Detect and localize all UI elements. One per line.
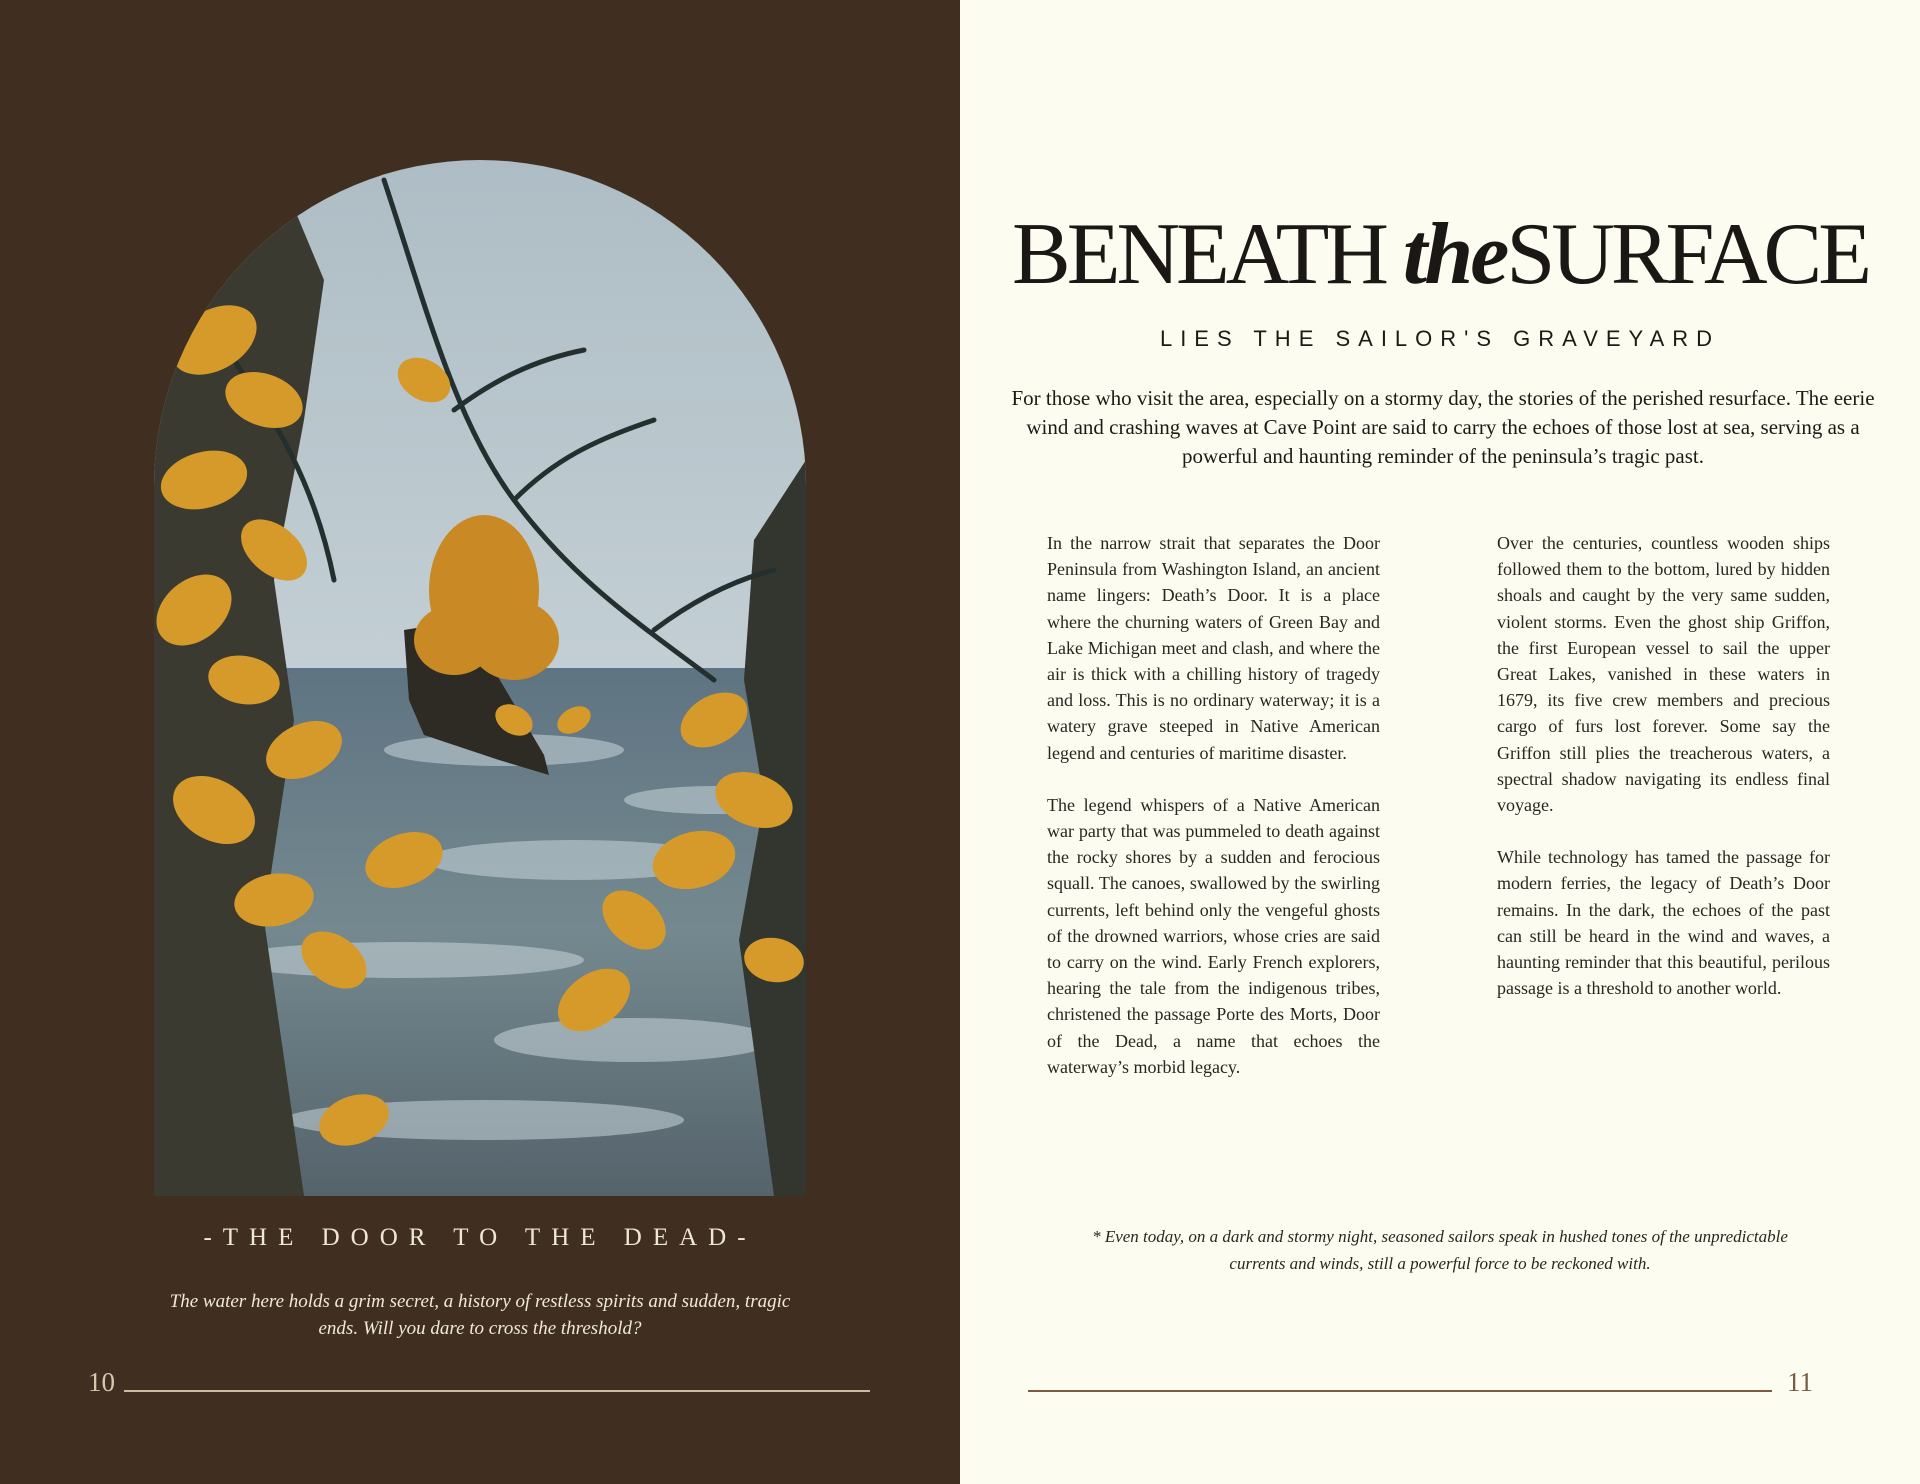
text-column-1	[1047, 530, 1380, 1106]
title-part-3: SURFACE	[1506, 206, 1868, 303]
footnote: * Even today, on a dark and stormy night, seasoned sailors speak in hushed tones of the unpredictable currents and winds, still a powerful force to be reckoned with.	[1092, 1227, 1788, 1273]
paragraph: Over the centuries, countless wooden ships followed them to the bottom, lured by hidden shoals and caught by the very same sudden, violent storms. Even the ghost ship Griffon, the first European vessel to sail the upper Great Lakes, vanished in these waters in 1679, its five crew members and precious cargo of furs lost forever. Some say the Griffon still plies the treacherous waters, a spectral shadow navigating its endless final voyage.	[1497, 533, 1830, 816]
left-heading: -THE DOOR TO THE DEAD-	[203, 1224, 757, 1251]
arched-photo	[154, 160, 806, 1196]
text-column-2	[1497, 530, 1830, 1027]
paragraph: In the narrow strait that separates the Door Peninsula from Washington Island, an ancient name lingers: Death’s Door. It is a place where the churning waters of Green Bay and Lake Michigan meet and clash, and where the air is thick with a chilling history of tragedy and loss. This is no ordinary waterway; it is a watery grave steeped in Native American legend and centuries of maritime disaster.	[1047, 533, 1380, 763]
footer-rule-right	[1028, 1390, 1772, 1392]
left-blurb: The water here holds a grim secret, a history of restless spirits and sudden, tragic ends. Will you dare to cross the threshold?	[169, 1291, 791, 1339]
title-part-2: the	[1402, 206, 1507, 303]
article-title	[960, 205, 1920, 305]
title-part-1: BENEATH	[1012, 206, 1385, 303]
article-intro: For those who visit the area, especially on a stormy day, the stories of the perished resurface. The eerie wind and crashing waves at Cave Point are said to carry the echoes of those lost at sea, serving as a powerful and haunting reminder of the peninsula’s tragic past.	[1011, 386, 1875, 468]
footer-rule-left	[124, 1390, 870, 1392]
paragraph: The legend whispers of a Native American war party that was pummeled to death against the rocky shores by a sudden and ferocious squall. The canoes, swallowed by the swirling currents, left behind only the vengeful ghosts of the drowned warriors, whose cries are said to carry on the wind. Early French explorers, hearing the tale from the indigenous tribes, christened the passage Porte des Morts, Door of the Dead, a name that echoes the waterway’s morbid legacy.	[1047, 794, 1380, 1077]
rock-island-photo-icon	[154, 160, 806, 1196]
paragraph: While technology has tamed the passage for modern ferries, the legacy of Death’s Door remains. In the dark, the echoes of the past can still be heard in the wind and waves, a haunting reminder that this beautiful, perilous passage is a threshold to another world.	[1497, 847, 1830, 999]
page-number-right: 11	[1787, 1367, 1813, 1397]
article-subtitle: LIES THE SAILOR'S GRAVEYARD	[1159, 326, 1721, 351]
page-number-left: 10	[88, 1367, 115, 1397]
